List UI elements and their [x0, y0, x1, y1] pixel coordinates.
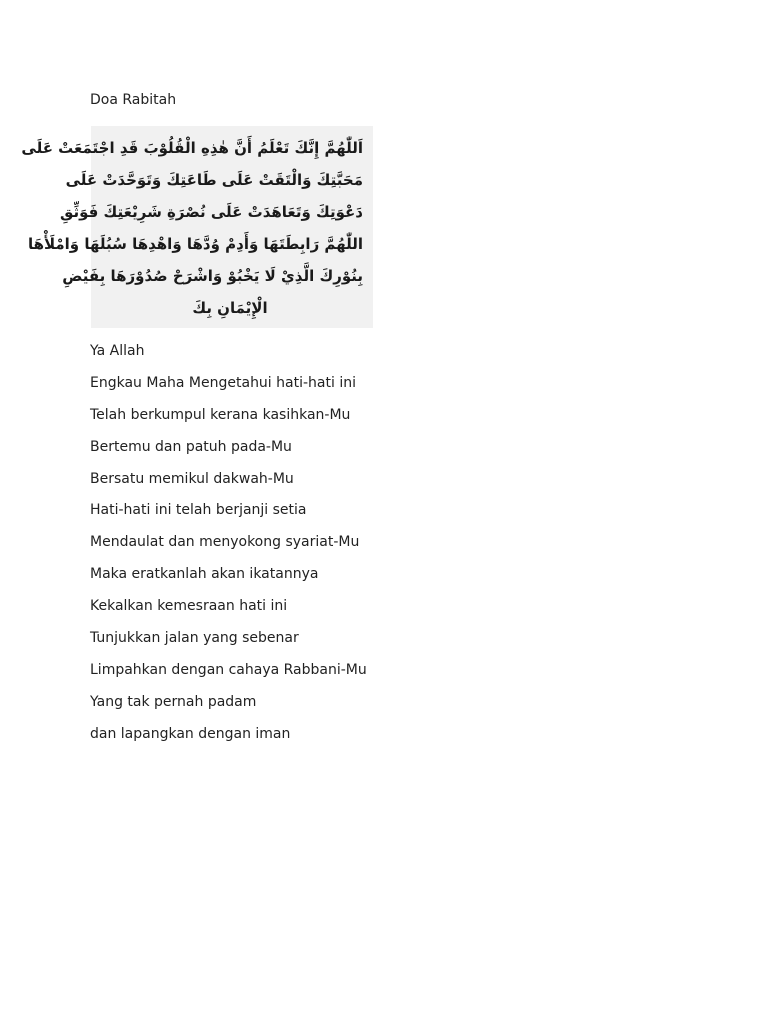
translation-lines: [90, 342, 367, 757]
arabic-prayer-image: [21, 126, 373, 328]
translation-line: Hati-hati ini telah berjanji setia: [90, 502, 307, 519]
translation-line: Engkau Maha Mengetahui hati-hati ini: [90, 374, 356, 391]
translation-line: Telah berkumpul kerana kasihkan-Mu: [90, 406, 351, 423]
translation-line: dan lapangkan dengan iman: [90, 725, 291, 742]
arabic-line: بِنُوْرِكَ الَّذِيْ لَا يَخْبُوْ وَاشْرَحْ صُدُوْرَهَا بِفَيْضِ: [62, 267, 363, 285]
translation-line: Tunjukkan jalan yang sebenar: [90, 630, 299, 647]
translation-line: Ya Allah: [90, 343, 145, 359]
translation-line: Maka eratkanlah akan ikatannya: [90, 566, 319, 583]
arabic-line: اللّٰهُمَّ رَابِطَتَهَا وَأَدِمْ وُدَّهَا وَاهْدِهَا سُبُلَهَا وَامْلَأْهَا: [27, 235, 363, 253]
translation-line: Bersatu memikul dakwah-Mu: [90, 470, 294, 487]
document-title: Doa Rabitah: [90, 92, 177, 108]
translation-line: Mendaulat dan menyokong syariat-Mu: [90, 534, 360, 551]
arabic-line: اَللّٰهُمَّ إِنَّكَ تَعْلَمُ أَنَّ هٰذِهِ الْقُلُوْبَ قَدِ اجْتَمَعَتْ عَلَى: [21, 139, 363, 157]
translation-line: Kekalkan kemesraan hati ini: [90, 598, 288, 615]
arabic-line: دَعْوَتِكَ وَتَعَاهَدَتْ عَلَى نُصْرَةِ شَرِيْعَتِكَ فَوَثِّقِ: [59, 203, 363, 221]
translation-line: Yang tak pernah padam: [90, 693, 257, 710]
arabic-line: مَحَبَّتِكَ وَالْتَقَتْ عَلَى طَاعَتِكَ وَتَوَحَّدَتْ عَلَى: [65, 171, 363, 189]
translation-line: Bertemu dan patuh pada-Mu: [90, 438, 292, 455]
arabic-line: الْإِيْمَانِ بِكَ: [192, 299, 268, 317]
translation-line: Limpahkan dengan cahaya Rabbani-Mu: [90, 661, 367, 678]
